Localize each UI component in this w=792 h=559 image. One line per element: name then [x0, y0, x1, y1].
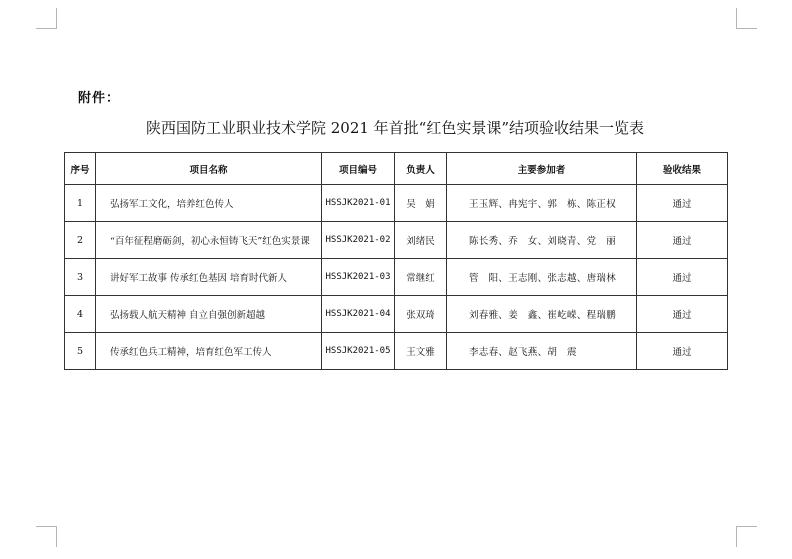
cell-project-code: HSSJK2021-01	[322, 185, 395, 222]
table-row	[65, 185, 728, 222]
header-lead: 负责人	[395, 153, 447, 185]
cell-result: 通过	[637, 222, 728, 259]
cell-index: 1	[65, 185, 96, 222]
header-index: 序号	[65, 153, 96, 185]
header-participants: 主要参加者	[447, 153, 637, 185]
cell-result: 通过	[637, 333, 728, 370]
crop-mark-bottom-left	[36, 526, 57, 547]
results-table	[64, 152, 728, 370]
cell-index: 5	[65, 333, 96, 370]
crop-mark-top-left	[36, 8, 57, 29]
cell-project-name: 讲好军工故事 传承红色基因 培育时代新人	[96, 259, 322, 296]
cell-project-code: HSSJK2021-02	[322, 222, 395, 259]
cell-project-code: HSSJK2021-04	[322, 296, 395, 333]
attachment-label: 附件：	[78, 91, 121, 106]
cell-lead: 张双琦	[395, 296, 447, 333]
cell-project-name: 传承红色兵工精神，培育红色军工传人	[96, 333, 322, 370]
cell-result: 通过	[637, 185, 728, 222]
table-row	[65, 296, 728, 333]
header-project-name: 项目名称	[96, 153, 322, 185]
crop-mark-bottom-right	[736, 526, 757, 547]
cell-project-name: “百年征程磨砺剑，初心永恒铸飞天”红色实景课	[96, 222, 322, 259]
cell-index: 3	[65, 259, 96, 296]
table-row	[65, 259, 728, 296]
cell-result: 通过	[637, 296, 728, 333]
header-result: 验收结果	[637, 153, 728, 185]
cell-participants: 陈长秀、乔 女、刘晓青、党 丽	[447, 222, 637, 259]
cell-result: 通过	[637, 259, 728, 296]
cell-lead: 刘绪民	[395, 222, 447, 259]
cell-project-code: HSSJK2021-05	[322, 333, 395, 370]
table-row	[65, 333, 728, 370]
cell-lead: 吴 娟	[395, 185, 447, 222]
cell-lead: 常继红	[395, 259, 447, 296]
cell-participants: 管 阳、王志刚、张志越、唐瑞林	[447, 259, 637, 296]
cell-project-name: 弘扬载人航天精神 自立自强创新超越	[96, 296, 322, 333]
cell-participants: 刘春雅、姜 鑫、崔屹嵘、程瑞鹏	[447, 296, 637, 333]
table-header-row	[65, 153, 728, 185]
cell-project-code: HSSJK2021-03	[322, 259, 395, 296]
cell-index: 2	[65, 222, 96, 259]
table-row	[65, 222, 728, 259]
cell-participants: 王玉辉、冉宪宇、郭 栋、陈正权	[447, 185, 637, 222]
cell-lead: 王文雅	[395, 333, 447, 370]
cell-index: 4	[65, 296, 96, 333]
crop-mark-top-right	[736, 8, 757, 29]
cell-project-name: 弘扬军工文化，培养红色传人	[96, 185, 322, 222]
header-project-code: 项目编号	[322, 153, 395, 185]
cell-participants: 李志春、赵飞燕、胡 震	[447, 333, 637, 370]
document-title: 陕西国防工业职业技术学院 2021 年首批“红色实景课”结项验收结果一览表	[145, 119, 645, 137]
